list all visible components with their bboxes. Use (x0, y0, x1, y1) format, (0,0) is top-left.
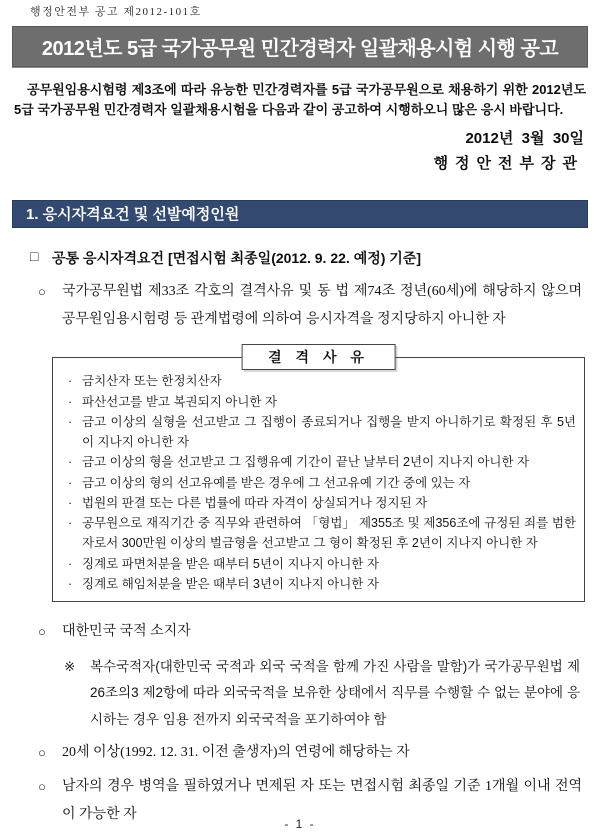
disqualification-item-text: 금고 이상의 실형을 선고받고 그 집행이 종료되거나 집행을 받지 아니하기로 확정된 후 5년이 지나지 아니한 자 (82, 414, 576, 450)
disqualification-item (67, 371, 578, 391)
requirement-text: 20세 이상(1992. 12. 31. 이전 출생자)의 연령에 해당하는 자 (62, 744, 410, 760)
common-requirements-heading-label: 공통 응시자격요건 [면접시험 최종일(2012. 9. 22. 예정) 기준] (52, 250, 422, 267)
dot-bullet-icon: · (68, 374, 73, 389)
disqualification-item (67, 574, 578, 594)
dot-bullet-icon: · (68, 576, 73, 591)
requirement-nationality (38, 618, 582, 646)
issuer-minister: 행정안전부장관 (433, 155, 584, 173)
dot-bullet-icon: · (68, 556, 73, 571)
dot-bullet-icon: · (68, 394, 73, 409)
requirement-text: 국가공무원법 제33조 각호의 결격사유 및 동 법 제74조 정년(60세)에 해당하지 않으며 공무원임용시험령 등 관계법령에 의하여 응시자격을 정지당하지 아니한 자 (62, 284, 582, 328)
announcement-date: 2012년 3월 30일 (465, 130, 584, 148)
requirement-age (38, 739, 582, 767)
disqualification-item-text: 금치산자 또는 한정치산자 (82, 374, 222, 389)
disqualification-item (67, 554, 578, 574)
disqualification-item-text: 금고 이상의 형을 선고받고 그 집행유예 기간이 끝난 날부터 2년이 지나지 아니한 자 (82, 455, 530, 470)
disqualification-item (67, 392, 578, 412)
dot-bullet-icon: · (68, 414, 73, 429)
circle-bullet-icon: ○ (38, 284, 46, 300)
page-number: - 1 - (284, 817, 316, 831)
disqualification-item-text: 파산선고를 받고 복권되지 아니한 자 (82, 394, 278, 409)
circle-bullet-icon: ○ (38, 778, 46, 794)
disqualification-item (67, 493, 578, 513)
disqualification-box (52, 349, 585, 602)
disqualification-item (67, 473, 578, 493)
requirement-disqualification (38, 278, 582, 334)
dual-nationality-note (64, 654, 580, 733)
disqualification-item-text: 법원의 판결 또는 다른 법률에 따라 자격이 상실되거나 정지된 자 (82, 495, 428, 510)
dot-bullet-icon: · (68, 475, 73, 490)
disqualification-item (67, 513, 578, 554)
requirement-text: 대한민국 국적 소지자 (62, 624, 191, 640)
disqualification-item (67, 412, 578, 453)
reference-mark-icon: ※ (64, 659, 76, 675)
common-requirements-heading (30, 248, 588, 268)
note-text: 복수국적자(대한민국 국적과 외국 국적을 함께 가진 사람을 말함)가 국가공무원법 제26조의3 제2항에 따라 외국국적을 보유한 상태에서 직무를 수행할 수 없는 분야에 응시하는 경우 임용 전까지 외국국적을 포기하여야 함 (90, 659, 580, 727)
disqualification-item-text: 징계로 파면처분을 받은 때부터 5년이 지나지 아니한 자 (82, 556, 379, 571)
disqualification-item (67, 452, 578, 472)
section1-header (12, 200, 588, 228)
intro-paragraph: 공무원임용시험령 제3조에 따라 유능한 민간경력자를 5급 국가공무원으로 채용하기 위한 2012년도 5급 국가공무원 민간경력자 일괄채용시험을 다음과 같이 공고하여 시행하오니 많은 응시 바랍니다. (14, 82, 586, 118)
requirement-text: 남자의 경우 병역을 필하였거나 면제된 자 또는 면접시험 최종일 기준 1개월 이내 전역이 가능한 자 (62, 778, 582, 822)
disqualification-item-text: 금고 이상의 형의 선고유예를 받은 경우에 그 선고유예 기간 중에 있는 자 (82, 475, 471, 490)
circle-bullet-icon: ○ (38, 744, 46, 760)
document-title-banner (12, 26, 588, 67)
dot-bullet-icon: · (68, 516, 73, 531)
disqualification-item-text: 공무원으로 재직기간 중 직무와 관련하여 「형법」 제355조 및 제356조에 규정된 죄를 범한 자로서 300만원 이상의 벌금형을 선고받고 그 형이 확정된 후 2년이 지나지 아니한 자 (82, 516, 576, 551)
disqualification-list (67, 371, 578, 594)
disqualification-box-title: 결 격 사 유 (241, 344, 396, 370)
document-title: 2012년도 5급 국가공무원 민간경력자 일괄채용시험 시행 공고 (41, 38, 559, 60)
square-bullet-icon: □ (30, 248, 39, 265)
disqualification-item-text: 징계로 해임처분을 받은 때부터 3년이 지나지 아니한 자 (82, 576, 379, 591)
section1-title: 1. 응시자격요건 및 선발예정인원 (26, 206, 240, 224)
dot-bullet-icon: · (68, 455, 73, 470)
doc-notice-number: 행정안전부 공고 제2012-101호 (30, 6, 202, 18)
dot-bullet-icon: · (68, 495, 73, 510)
circle-bullet-icon: ○ (38, 624, 46, 640)
